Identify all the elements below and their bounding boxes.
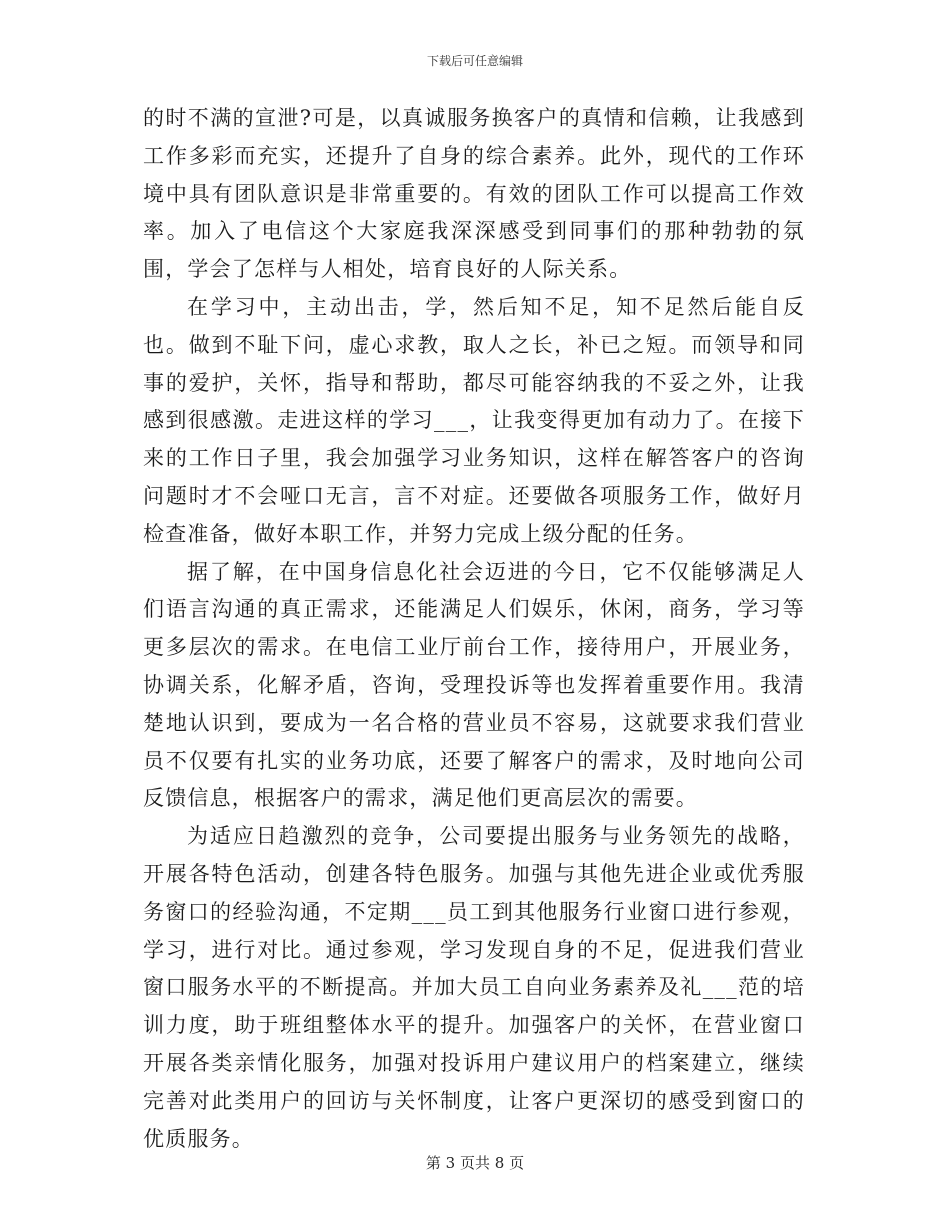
paragraph-understanding: 据了解，在中国身信息化社会迈进的今日，它不仅能够满足人们语言沟通的真正需求，还能满足人们娱乐，休闲，商务，学习等更多层次的需求。在电信工业厅前台工作，接待用户，开展业务，协调关系，化解矛盾，咨询，受理投诉等也发挥着重要作用。我清楚地认识到，要成为一名合格的营业员不容易，这就要求我们营业员不仅要有扎实的业务功底，还要了解客户的需求，及时地向公司反馈信息，根据客户的需求，满足他们更高层次的需要。 [143,559,805,811]
page-number: 第 3 页共 8 页 [425,1154,525,1172]
page-header: 下载后可任意编辑 [426,54,523,68]
document-body [143,100,805,1158]
paragraph-learning: 在学习中，主动出击，学，然后知不足，知不足然后能自反也。做到不耻下问，虚心求教，取人之长，补已之短。而领导和同事的爱护，关怀，指导和帮助，都尽可能容纳我的不妥之外，让我感到很感激。走进这样的学习___，让我变得更加有动力了。在接下来的工作日子里，我会加强学习业务知识，这样在解答客户的咨询问题时才不会哑口无言，言不对症。还要做各项服务工作，做好月检查准备，做好本职工作，并努力完成上级分配的任务。 [143,294,805,546]
paragraph-competition: 为适应日趋激烈的竞争，公司要提出服务与业务领先的战略，开展各特色活动，创建各特色服务。加强与其他先进企业或优秀服务窗口的经验沟通，不定期___员工到其他服务行业窗口进行参观，学习，进行对比。通过参观，学习发现自身的不足，促进我们营业窗口服务水平的不断提高。并加大员工自向业务素养及礼___范的培训力度，助于班组整体水平的提升。加强客户的关怀，在营业窗口开展各类亲情化服务，加强对投诉用户建议用户的档案建立，继续完善对此类用户的回访与关怀制度，让客户更深切的感受到窗口的优质服务。 [143,824,805,1151]
paragraph-continuation: 的时不满的宣泄?可是，以真诚服务换客户的真情和信赖，让我感到工作多彩而充实，还提升了自身的综合素养。此外，现代的工作环境中具有团队意识是非常重要的。有效的团队工作可以提高工作效率。加入了电信这个大家庭我深深感受到同事们的那种勃勃的氛围，学会了怎样与人相处，培育良好的人际关系。 [143,106,805,282]
